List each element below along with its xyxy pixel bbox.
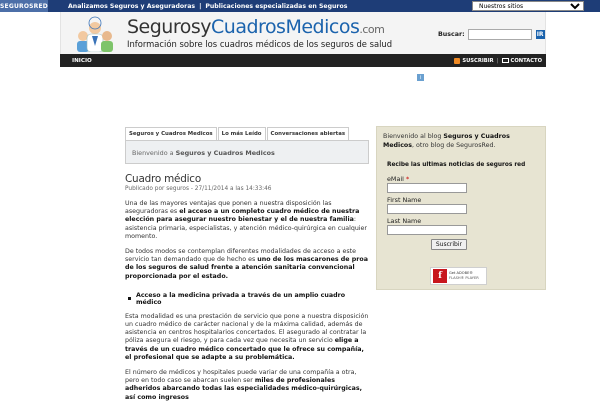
submit-row bbox=[387, 239, 467, 250]
brand-tld: .com bbox=[359, 23, 385, 36]
first-name-field[interactable] bbox=[387, 204, 467, 214]
p1-text-a: Una de las mayores ventajas que ponen a nuestra disposición las aseguradoras es bbox=[125, 200, 332, 216]
brand-cuadrosmedicos: CuadrosMedicos bbox=[211, 16, 360, 38]
email-label-text: eMail bbox=[387, 175, 406, 184]
post-bullet bbox=[125, 292, 369, 306]
post-paragraph-3 bbox=[125, 313, 369, 362]
ad-info-icon[interactable]: i bbox=[417, 74, 424, 81]
post-title[interactable]: Cuadro médico bbox=[125, 173, 201, 185]
sidebar bbox=[376, 126, 546, 290]
email-field[interactable] bbox=[387, 183, 467, 193]
subscribe-button[interactable]: Suscribir bbox=[431, 239, 467, 250]
newsletter-title: Recibe las ultimas noticias de seguros red bbox=[387, 162, 526, 169]
search-box bbox=[438, 29, 545, 40]
flash-line1: Get ADOBE® bbox=[449, 271, 473, 276]
last-name-field[interactable] bbox=[387, 225, 467, 235]
flash-line2: FLASH® PLAYER bbox=[449, 276, 479, 280]
p3-bold: elige a través de un cuadro médico concertado que le ofrece su compañía, el profesional que se adapte a su problemática. bbox=[125, 337, 364, 361]
main-content bbox=[125, 126, 369, 402]
sites-select[interactable] bbox=[472, 1, 584, 11]
welcome-prefix: Bienvenido a bbox=[132, 149, 176, 157]
flash-icon: f bbox=[433, 269, 447, 283]
p4-bold: miles de profesionales adheridos abarcando todas las especialidades médico-quirúrgicas, así como ingresos bbox=[125, 377, 363, 401]
flash-player-badge[interactable] bbox=[430, 267, 487, 285]
nav-suscribir[interactable]: SUSCRIBIR bbox=[462, 57, 494, 64]
network-link-separator: | bbox=[199, 2, 202, 10]
network-links bbox=[66, 3, 349, 10]
content-tabs bbox=[125, 126, 369, 140]
brand-seguros: Seguros bbox=[127, 16, 201, 38]
p1-bold: el acceso a un completo cuadro médico de nuestra elección para asegurar nuestro bienestar y el de nuestra familia bbox=[125, 208, 360, 224]
post-paragraph-2 bbox=[125, 248, 369, 281]
first-name-label: First Name bbox=[387, 196, 422, 205]
network-link-publicaciones[interactable]: Publicaciones especializadas en Seguros bbox=[205, 2, 348, 10]
nav-contacto[interactable]: CONTACTO bbox=[510, 57, 542, 64]
sidebar-intro bbox=[377, 127, 545, 150]
required-mark: * bbox=[405, 175, 410, 184]
p2-bold: uno de los mascarones de proa de los seguros de salud frente a atención sanitaria convencional proporcionada por el estado. bbox=[125, 256, 368, 280]
post-paragraph-4 bbox=[125, 369, 369, 402]
site-header bbox=[60, 12, 546, 54]
search-input[interactable] bbox=[468, 29, 532, 40]
tab-seguros-cuadros-medicos[interactable]: Seguros y Cuadros Medicos bbox=[125, 127, 217, 140]
rss-icon bbox=[454, 58, 460, 64]
post-meta: Publicado por seguros - 27/11/2014 a las 14:33:46 bbox=[125, 186, 272, 192]
nav-right bbox=[454, 58, 542, 64]
bullet-icon bbox=[128, 297, 131, 300]
brand-y: y bbox=[200, 16, 212, 38]
intro-site-name: Seguros y Cuadros Medicos bbox=[383, 133, 510, 149]
flash-text bbox=[449, 271, 479, 280]
p3-text: Esta modalidad es una prestación de servicio que pone a nuestra disposición un cuadro médico de carácter nacional y de la máxima calidad, además de asistencia en centros hospitalarios concertados. El asegurado al contratar la póliza asegura el riesgo, y para cada vez que necesita un servicio bbox=[125, 312, 369, 345]
search-button[interactable]: IR bbox=[536, 31, 544, 38]
bullet-text: Acceso a la medicina privada a través de un amplio cuadro médico bbox=[135, 291, 346, 306]
p4-text: El número de médicos y hospitales puede variar de una compañía a otra, pero en todo caso se abarcan suelen ser bbox=[125, 369, 357, 385]
site-brand[interactable] bbox=[127, 16, 384, 38]
welcome-site-name: Seguros y Cuadros Medicos bbox=[175, 149, 275, 157]
mail-icon bbox=[502, 58, 509, 63]
nav-inicio[interactable]: INICIO bbox=[72, 57, 92, 64]
welcome-box bbox=[125, 140, 369, 164]
p1-text-b: : asistencia primaria, especialistas, y atención médico-quirúrgica en cualquier momento. bbox=[125, 216, 368, 240]
search-label: Buscar: bbox=[438, 31, 465, 38]
nav-separator: | bbox=[496, 57, 499, 64]
p2-text: De todos modos se contemplan diferentes modalidades de acceso a este servicio tan demandado que de hecho es bbox=[125, 248, 356, 264]
intro-prefix: Bienvenido al blog bbox=[383, 133, 444, 140]
newsletter-form bbox=[377, 150, 545, 250]
email-label bbox=[387, 175, 545, 183]
tab-conversaciones-abiertas[interactable]: Conversaciones abiertas bbox=[267, 127, 350, 140]
tab-lo-mas-leido[interactable]: Lo más Leído bbox=[218, 127, 266, 140]
main-nav bbox=[60, 54, 546, 67]
network-bar bbox=[0, 0, 600, 12]
network-link-analizamos[interactable]: Analizamos Seguros y Aseguradoras bbox=[68, 2, 196, 10]
post-paragraph-1 bbox=[125, 200, 369, 241]
segurosred-logo[interactable]: SEGUROSRED bbox=[0, 0, 48, 12]
last-name-label: Last Name bbox=[387, 217, 422, 226]
site-tagline: Información sobre los cuadros médicos de los seguros de salud bbox=[127, 39, 393, 49]
doctors-mascot-icon bbox=[73, 16, 117, 52]
intro-suffix: , otro blog de SegurosRed. bbox=[412, 141, 496, 149]
